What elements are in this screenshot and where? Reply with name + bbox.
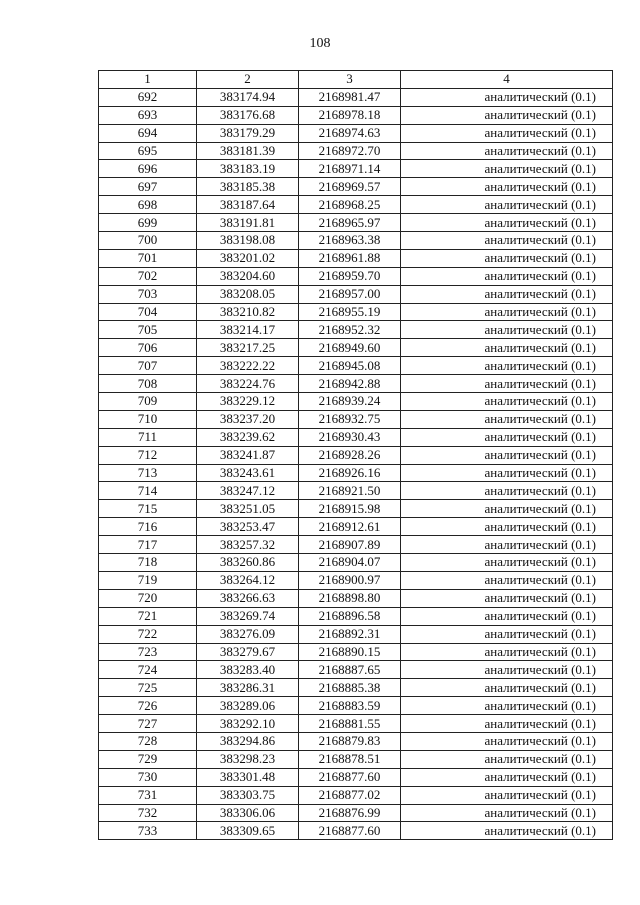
cell-x: 383204.60 xyxy=(197,267,299,285)
cell-x: 383176.68 xyxy=(197,106,299,124)
cell-point-number: 695 xyxy=(99,142,197,160)
cell-method: аналитический (0.1) xyxy=(401,285,613,303)
cell-x: 383298.23 xyxy=(197,750,299,768)
cell-y: 2168896.58 xyxy=(299,607,401,625)
table-row xyxy=(99,393,613,411)
cell-point-number: 725 xyxy=(99,679,197,697)
table-row xyxy=(99,625,613,643)
cell-point-number: 710 xyxy=(99,410,197,428)
header-cell-method: 4 xyxy=(401,71,613,89)
cell-method: аналитический (0.1) xyxy=(401,625,613,643)
cell-x: 383264.12 xyxy=(197,571,299,589)
cell-y: 2168952.32 xyxy=(299,321,401,339)
table-row xyxy=(99,410,613,428)
cell-y: 2168971.14 xyxy=(299,160,401,178)
cell-y: 2168915.98 xyxy=(299,500,401,518)
cell-point-number: 702 xyxy=(99,267,197,285)
table-row xyxy=(99,303,613,321)
cell-method: аналитический (0.1) xyxy=(401,357,613,375)
table-row xyxy=(99,607,613,625)
table-row xyxy=(99,571,613,589)
cell-point-number: 703 xyxy=(99,285,197,303)
cell-x: 383224.76 xyxy=(197,375,299,393)
cell-y: 2168978.18 xyxy=(299,106,401,124)
cell-method: аналитический (0.1) xyxy=(401,643,613,661)
cell-y: 2168900.97 xyxy=(299,571,401,589)
table-row xyxy=(99,661,613,679)
cell-method: аналитический (0.1) xyxy=(401,214,613,232)
cell-method: аналитический (0.1) xyxy=(401,375,613,393)
cell-x: 383239.62 xyxy=(197,428,299,446)
cell-x: 383174.94 xyxy=(197,88,299,106)
cell-x: 383210.82 xyxy=(197,303,299,321)
cell-point-number: 712 xyxy=(99,446,197,464)
cell-method: аналитический (0.1) xyxy=(401,160,613,178)
cell-point-number: 707 xyxy=(99,357,197,375)
cell-method: аналитический (0.1) xyxy=(401,518,613,536)
cell-method: аналитический (0.1) xyxy=(401,822,613,840)
table-row xyxy=(99,285,613,303)
cell-x: 383294.86 xyxy=(197,732,299,750)
cell-x: 383286.31 xyxy=(197,679,299,697)
cell-y: 2168969.57 xyxy=(299,178,401,196)
cell-method: аналитический (0.1) xyxy=(401,536,613,554)
cell-point-number: 723 xyxy=(99,643,197,661)
cell-x: 383309.65 xyxy=(197,822,299,840)
table-row xyxy=(99,428,613,446)
cell-method: аналитический (0.1) xyxy=(401,554,613,572)
cell-y: 2168912.61 xyxy=(299,518,401,536)
table-row xyxy=(99,589,613,607)
cell-y: 2168879.83 xyxy=(299,732,401,750)
cell-method: аналитический (0.1) xyxy=(401,178,613,196)
cell-x: 383283.40 xyxy=(197,661,299,679)
cell-point-number: 718 xyxy=(99,554,197,572)
cell-point-number: 720 xyxy=(99,589,197,607)
cell-x: 383251.05 xyxy=(197,500,299,518)
cell-point-number: 692 xyxy=(99,88,197,106)
cell-method: аналитический (0.1) xyxy=(401,196,613,214)
page-number: 108 xyxy=(309,36,331,51)
table-row xyxy=(99,822,613,840)
table-row xyxy=(99,750,613,768)
cell-method: аналитический (0.1) xyxy=(401,589,613,607)
cell-x: 383292.10 xyxy=(197,715,299,733)
cell-y: 2168876.99 xyxy=(299,804,401,822)
cell-x: 383253.47 xyxy=(197,518,299,536)
cell-x: 383229.12 xyxy=(197,393,299,411)
cell-y: 2168945.08 xyxy=(299,357,401,375)
cell-point-number: 731 xyxy=(99,786,197,804)
cell-point-number: 730 xyxy=(99,768,197,786)
table-row xyxy=(99,768,613,786)
cell-method: аналитический (0.1) xyxy=(401,768,613,786)
cell-point-number: 697 xyxy=(99,178,197,196)
table-row xyxy=(99,786,613,804)
cell-point-number: 696 xyxy=(99,160,197,178)
table-row xyxy=(99,321,613,339)
cell-y: 2168939.24 xyxy=(299,393,401,411)
cell-point-number: 726 xyxy=(99,697,197,715)
cell-x: 383289.06 xyxy=(197,697,299,715)
cell-y: 2168890.15 xyxy=(299,643,401,661)
cell-method: аналитический (0.1) xyxy=(401,249,613,267)
cell-x: 383222.22 xyxy=(197,357,299,375)
cell-method: аналитический (0.1) xyxy=(401,571,613,589)
cell-method: аналитический (0.1) xyxy=(401,142,613,160)
cell-x: 383303.75 xyxy=(197,786,299,804)
cell-y: 2168877.60 xyxy=(299,822,401,840)
table-row xyxy=(99,160,613,178)
cell-method: аналитический (0.1) xyxy=(401,106,613,124)
cell-method: аналитический (0.1) xyxy=(401,428,613,446)
header-cell-y: 3 xyxy=(299,71,401,89)
cell-method: аналитический (0.1) xyxy=(401,786,613,804)
table-row xyxy=(99,500,613,518)
cell-x: 383241.87 xyxy=(197,446,299,464)
cell-x: 383191.81 xyxy=(197,214,299,232)
table-row xyxy=(99,679,613,697)
table-row xyxy=(99,267,613,285)
cell-point-number: 704 xyxy=(99,303,197,321)
cell-method: аналитический (0.1) xyxy=(401,804,613,822)
coordinates-table xyxy=(98,70,613,840)
cell-point-number: 727 xyxy=(99,715,197,733)
cell-point-number: 724 xyxy=(99,661,197,679)
table-row xyxy=(99,357,613,375)
cell-point-number: 694 xyxy=(99,124,197,142)
table-row xyxy=(99,106,613,124)
cell-y: 2168904.07 xyxy=(299,554,401,572)
cell-y: 2168892.31 xyxy=(299,625,401,643)
cell-y: 2168898.80 xyxy=(299,589,401,607)
cell-y: 2168887.65 xyxy=(299,661,401,679)
table-row xyxy=(99,375,613,393)
cell-y: 2168930.43 xyxy=(299,428,401,446)
cell-y: 2168921.50 xyxy=(299,482,401,500)
cell-y: 2168907.89 xyxy=(299,536,401,554)
table-row xyxy=(99,178,613,196)
cell-method: аналитический (0.1) xyxy=(401,679,613,697)
cell-x: 383181.39 xyxy=(197,142,299,160)
cell-x: 383214.17 xyxy=(197,321,299,339)
cell-x: 383276.09 xyxy=(197,625,299,643)
cell-x: 383243.61 xyxy=(197,464,299,482)
cell-x: 383301.48 xyxy=(197,768,299,786)
cell-method: аналитический (0.1) xyxy=(401,661,613,679)
cell-point-number: 717 xyxy=(99,536,197,554)
cell-x: 383201.02 xyxy=(197,249,299,267)
cell-y: 2168981.47 xyxy=(299,88,401,106)
table-body xyxy=(99,88,613,839)
cell-y: 2168974.63 xyxy=(299,124,401,142)
cell-y: 2168878.51 xyxy=(299,750,401,768)
table-row xyxy=(99,554,613,572)
header-cell-point-number: 1 xyxy=(99,71,197,89)
table-header xyxy=(99,71,613,89)
cell-point-number: 701 xyxy=(99,249,197,267)
cell-y: 2168928.26 xyxy=(299,446,401,464)
table-row xyxy=(99,142,613,160)
cell-y: 2168877.60 xyxy=(299,768,401,786)
table-row xyxy=(99,249,613,267)
table-row xyxy=(99,715,613,733)
cell-point-number: 699 xyxy=(99,214,197,232)
cell-y: 2168877.02 xyxy=(299,786,401,804)
table-row xyxy=(99,196,613,214)
cell-point-number: 732 xyxy=(99,804,197,822)
cell-point-number: 715 xyxy=(99,500,197,518)
cell-y: 2168885.38 xyxy=(299,679,401,697)
table-header-row xyxy=(99,71,613,89)
cell-method: аналитический (0.1) xyxy=(401,88,613,106)
cell-point-number: 721 xyxy=(99,607,197,625)
cell-method: аналитический (0.1) xyxy=(401,446,613,464)
cell-method: аналитический (0.1) xyxy=(401,410,613,428)
cell-point-number: 706 xyxy=(99,339,197,357)
cell-point-number: 719 xyxy=(99,571,197,589)
cell-y: 2168949.60 xyxy=(299,339,401,357)
cell-x: 383198.08 xyxy=(197,232,299,250)
table-row xyxy=(99,464,613,482)
cell-x: 383185.38 xyxy=(197,178,299,196)
cell-y: 2168959.70 xyxy=(299,267,401,285)
cell-point-number: 728 xyxy=(99,732,197,750)
cell-point-number: 700 xyxy=(99,232,197,250)
table-row xyxy=(99,214,613,232)
cell-y: 2168883.59 xyxy=(299,697,401,715)
table-row xyxy=(99,804,613,822)
cell-y: 2168965.97 xyxy=(299,214,401,232)
cell-y: 2168881.55 xyxy=(299,715,401,733)
cell-x: 383208.05 xyxy=(197,285,299,303)
cell-point-number: 708 xyxy=(99,375,197,393)
cell-method: аналитический (0.1) xyxy=(401,697,613,715)
cell-point-number: 711 xyxy=(99,428,197,446)
cell-point-number: 714 xyxy=(99,482,197,500)
cell-x: 383260.86 xyxy=(197,554,299,572)
cell-method: аналитический (0.1) xyxy=(401,732,613,750)
cell-point-number: 729 xyxy=(99,750,197,768)
cell-x: 383183.19 xyxy=(197,160,299,178)
table-row xyxy=(99,518,613,536)
cell-y: 2168955.19 xyxy=(299,303,401,321)
cell-point-number: 709 xyxy=(99,393,197,411)
cell-y: 2168968.25 xyxy=(299,196,401,214)
cell-method: аналитический (0.1) xyxy=(401,393,613,411)
cell-y: 2168926.16 xyxy=(299,464,401,482)
cell-method: аналитический (0.1) xyxy=(401,321,613,339)
cell-point-number: 698 xyxy=(99,196,197,214)
cell-x: 383279.67 xyxy=(197,643,299,661)
table-row xyxy=(99,446,613,464)
cell-point-number: 722 xyxy=(99,625,197,643)
table-row xyxy=(99,124,613,142)
cell-x: 383187.64 xyxy=(197,196,299,214)
cell-method: аналитический (0.1) xyxy=(401,607,613,625)
cell-method: аналитический (0.1) xyxy=(401,500,613,518)
cell-x: 383237.20 xyxy=(197,410,299,428)
table-row xyxy=(99,643,613,661)
table-row xyxy=(99,697,613,715)
table-row xyxy=(99,482,613,500)
cell-y: 2168961.88 xyxy=(299,249,401,267)
cell-point-number: 733 xyxy=(99,822,197,840)
table-row xyxy=(99,339,613,357)
cell-y: 2168972.70 xyxy=(299,142,401,160)
cell-x: 383306.06 xyxy=(197,804,299,822)
cell-method: аналитический (0.1) xyxy=(401,267,613,285)
cell-method: аналитический (0.1) xyxy=(401,303,613,321)
cell-x: 383266.63 xyxy=(197,589,299,607)
cell-x: 383179.29 xyxy=(197,124,299,142)
cell-method: аналитический (0.1) xyxy=(401,124,613,142)
cell-method: аналитический (0.1) xyxy=(401,482,613,500)
cell-x: 383269.74 xyxy=(197,607,299,625)
cell-x: 383217.25 xyxy=(197,339,299,357)
cell-x: 383247.12 xyxy=(197,482,299,500)
table-row xyxy=(99,232,613,250)
cell-point-number: 693 xyxy=(99,106,197,124)
table-row xyxy=(99,732,613,750)
cell-method: аналитический (0.1) xyxy=(401,750,613,768)
cell-x: 383257.32 xyxy=(197,536,299,554)
header-cell-x: 2 xyxy=(197,71,299,89)
cell-y: 2168932.75 xyxy=(299,410,401,428)
cell-point-number: 713 xyxy=(99,464,197,482)
cell-point-number: 705 xyxy=(99,321,197,339)
cell-method: аналитический (0.1) xyxy=(401,232,613,250)
cell-method: аналитический (0.1) xyxy=(401,339,613,357)
table-row xyxy=(99,88,613,106)
cell-y: 2168963.38 xyxy=(299,232,401,250)
cell-point-number: 716 xyxy=(99,518,197,536)
cell-y: 2168957.00 xyxy=(299,285,401,303)
cell-y: 2168942.88 xyxy=(299,375,401,393)
cell-method: аналитический (0.1) xyxy=(401,464,613,482)
cell-method: аналитический (0.1) xyxy=(401,715,613,733)
table-row xyxy=(99,536,613,554)
